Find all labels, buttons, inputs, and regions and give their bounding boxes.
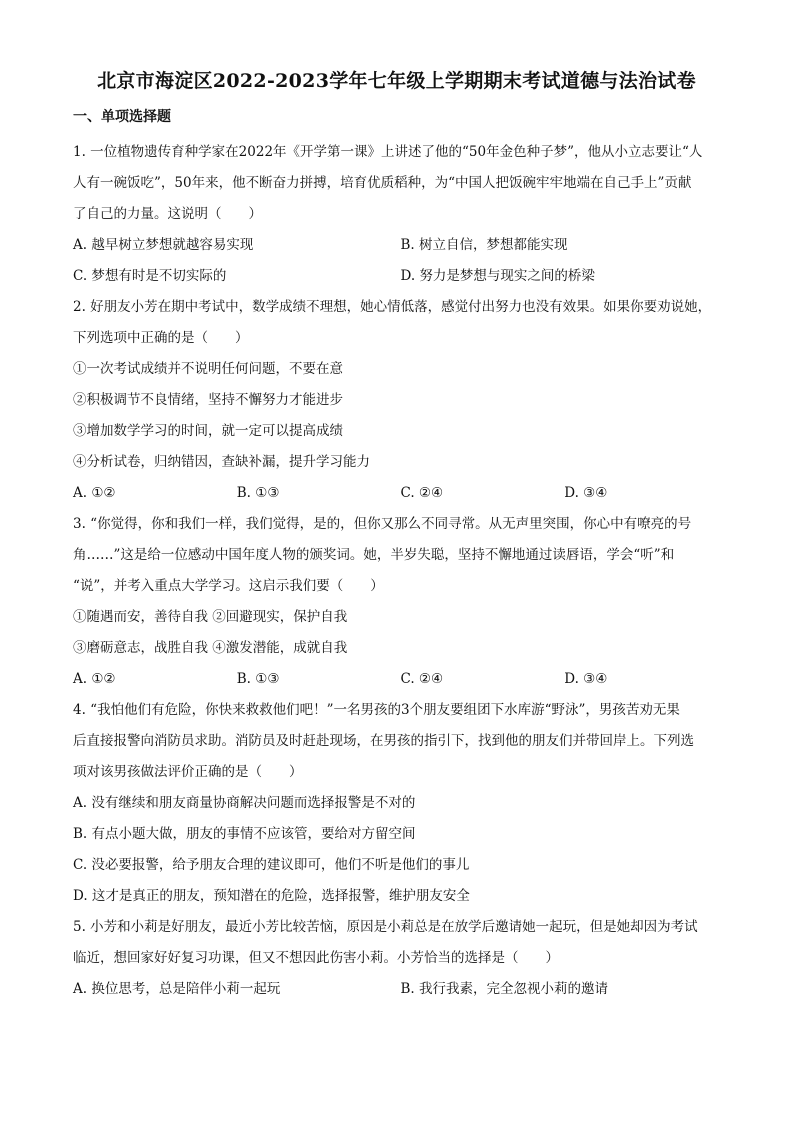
question-stem-line: 1. 一位植物遗传育种学家在2022年《开学第一课》上讲述了他的“50年金色种子梦”，他从小立志要让“人 — [73, 144, 703, 160]
question-stem-line: 角……”这是给一位感动中国年度人物的颁奖词。她，半岁失聪，坚持不懈地通过读唇语，学会“听”和 — [73, 547, 675, 563]
question-stem — [73, 912, 728, 974]
statement-2: ②积极调节不良情绪，坚持不懈努力才能进步 — [73, 392, 343, 408]
option-b[interactable]: B. ①③ — [236, 671, 280, 687]
option-b[interactable]: B. 树立自信，梦想都能实现 — [400, 237, 568, 253]
question-5 — [73, 912, 728, 1005]
option-c[interactable]: C. 梦想有时是不切实际的 — [73, 268, 227, 284]
option-b[interactable]: B. 有点小题大做，朋友的事情不应该管，要给对方留空间 — [73, 826, 416, 842]
question-stem-line: “说”，并考入重点大学学习。这启示我们要（ ） — [73, 578, 384, 594]
option-c[interactable]: C. ②④ — [400, 485, 444, 501]
option-d[interactable]: D. ③④ — [564, 671, 608, 687]
question-stem-line: 下列选项中正确的是（ ） — [73, 330, 249, 346]
options-list — [73, 974, 728, 1005]
statement-1: ①一次考试成绩并不说明任何问题，不要在意 — [73, 361, 343, 377]
section-heading: 一、单项选择题 — [73, 109, 171, 125]
question-stem-line: 后直接报警向消防员求助。消防员及时赶赴现场，在男孩的指引下，找到他的朋友们并带回岸上。下列选 — [73, 733, 694, 749]
question-stem-line: 5. 小芳和小莉是好朋友，最近小芳比较苦恼，原因是小莉总是在放学后邀请她一起玩，但是她却因为考试 — [73, 919, 698, 935]
options-list — [73, 230, 728, 292]
question-stem-line: 了自己的力量。这说明（ ） — [73, 206, 262, 222]
question-stem — [73, 292, 728, 354]
question-stem-line: 项对该男孩做法评价正确的是（ ） — [73, 764, 303, 780]
option-d[interactable]: D. 努力是梦想与现实之间的桥梁 — [400, 268, 595, 284]
options-list — [73, 664, 728, 695]
question-1 — [73, 137, 728, 292]
question-2 — [73, 292, 728, 509]
question-stem-line: 临近，想回家好好复习功课，但又不想因此伤害小莉。小芳恰当的选择是（ ） — [73, 950, 559, 966]
statement-1: ①随遇而安，善待自我 ②回避现实，保护自我 — [73, 609, 348, 625]
question-stem-line: 3. “你觉得，你和我们一样，我们觉得，是的，但你又那么不同寻常。从无声里突围，你心中有嘹亮的号 — [73, 516, 692, 532]
exam-title: 北京市海淀区2022-2023学年七年级上学期期末考试道德与法治试卷 — [97, 70, 696, 92]
option-a[interactable]: A. 没有继续和朋友商量协商解决问题而选择报警是不对的 — [73, 795, 416, 811]
option-a[interactable]: A. ①② — [73, 485, 116, 501]
option-d[interactable]: D. ③④ — [564, 485, 608, 501]
option-b[interactable]: B. 我行我素，完全忽视小莉的邀请 — [400, 981, 609, 997]
question-stem-line: 2. 好朋友小芳在期中考试中，数学成绩不理想，她心情低落，感觉付出努力也没有效果。如果你要劝说她， — [73, 299, 712, 315]
option-c[interactable]: C. ②④ — [400, 671, 444, 687]
statement-2: ③磨砺意志，战胜自我 ④激发潜能，成就自我 — [73, 640, 348, 656]
question-stem — [73, 509, 728, 602]
statement-3: ③增加数学学习的时间，就一定可以提高成绩 — [73, 423, 343, 439]
option-d[interactable]: D. 这才是真正的朋友，预知潜在的危险，选择报警，维护朋友安全 — [73, 888, 470, 904]
statement-4: ④分析试卷，归纳错因，查缺补漏，提升学习能力 — [73, 454, 370, 470]
option-c[interactable]: C. 没必要报警，给予朋友合理的建议即可，他们不听是他们的事儿 — [73, 857, 470, 873]
question-stem-line: 人有一碗饭吃”，50年来，他不断奋力拼搏，培育优质稻种，为“中国人把饭碗牢牢地端在自己手上”贡献 — [73, 175, 692, 191]
question-stem — [73, 137, 728, 230]
option-b[interactable]: B. ①③ — [236, 485, 280, 501]
question-stem-line: 4. “我怕他们有危险，你快来救救他们吧！”一名男孩的3个朋友要组团下水库游“野泳”，男孩苦劝无果 — [73, 702, 680, 718]
options-list — [73, 478, 728, 509]
option-a[interactable]: A. 换位思考，总是陪伴小莉一起玩 — [73, 981, 281, 997]
option-a[interactable]: A. ①② — [73, 671, 116, 687]
question-stem — [73, 695, 728, 788]
question-3 — [73, 509, 728, 695]
option-a[interactable]: A. 越早树立梦想就越容易实现 — [73, 237, 254, 253]
question-4 — [73, 695, 728, 912]
